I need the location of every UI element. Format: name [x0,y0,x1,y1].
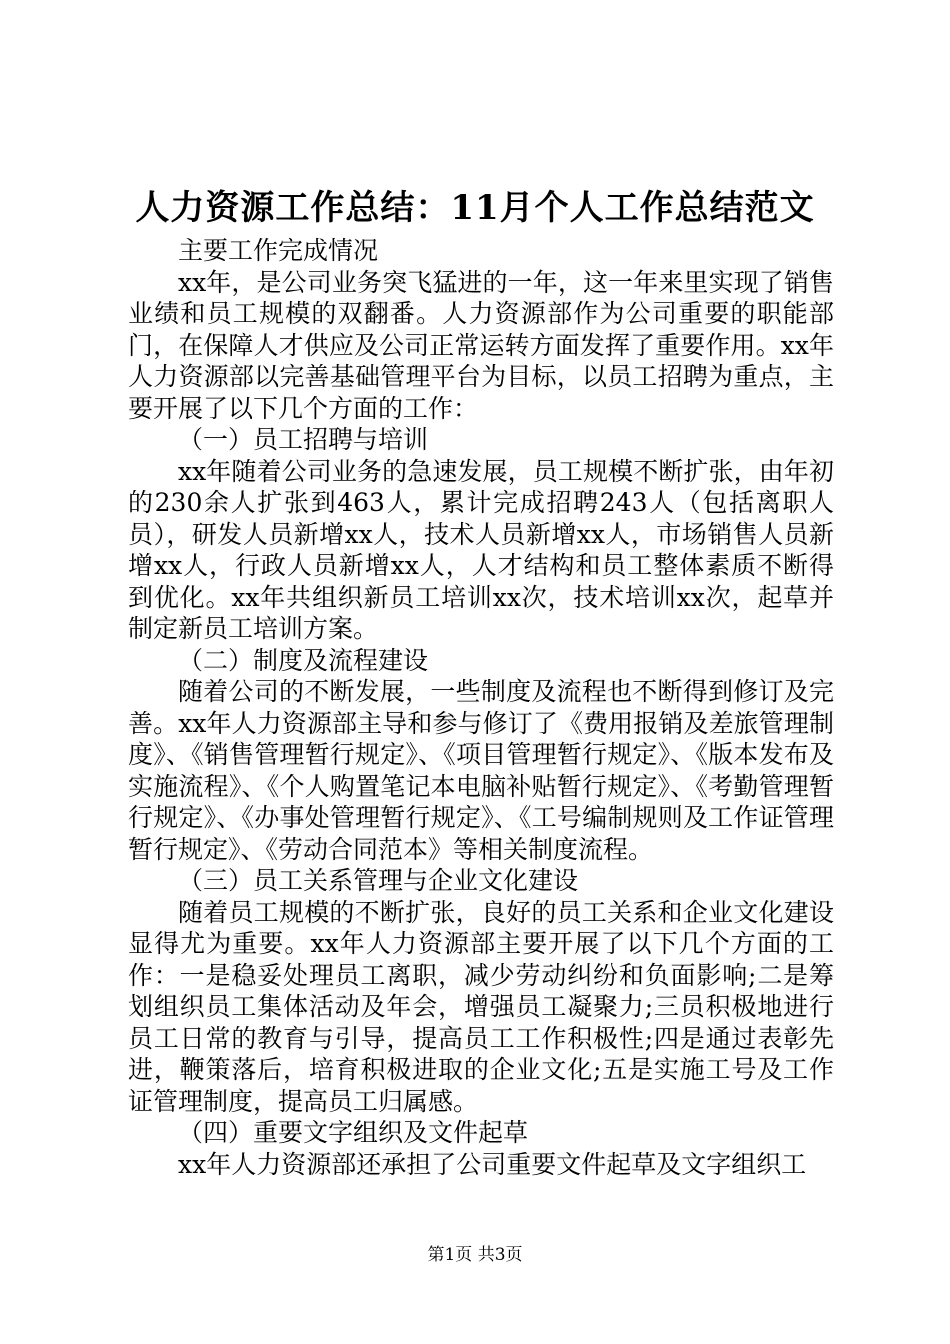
paragraph-recruitment: xx年随着公司业务的急速发展，员工规模不断扩张，由年初的230余人扩张到463人，累计完成招聘243人（包括离职人员），研发人员新增xx人，技术人员新增xx人，市场销售人员新增xx人，行政人员新增xx人，人才结构和员工整体素质不断得到优化。xx年共组织新员工培训xx次，技术培训xx次，起草并制定新员工培训方案。 [128,456,834,643]
document-title: 人力资源工作总结：11月个人工作总结范文 [135,188,815,228]
section-heading-systems: （二）制度及流程建设 [178,645,429,675]
paragraph-documents: xx年人力资源部还承担了公司重要文件起草及文字组织工 [178,1149,807,1179]
section-heading-employee-relations: （三）员工关系管理与企业文化建设 [178,866,579,895]
paragraph-intro: xx年，是公司业务突飞猛进的一年，这一年来里实现了销售业绩和员工规模的双翻番。人力资源部作为公司重要的职能部门，在保障人才供应及公司正常运转方面发挥了重要作用。xx年人力资源部以完善基础管理平台为目标，以员工招聘为重点，主要开展了以下几个方面的工作： [128,267,834,423]
section-heading-recruitment: （一）员工招聘与培训 [178,425,429,454]
section-heading-documents: （四）重要文字组织及文件起草 [178,1118,529,1147]
heading-main-work: 主要工作完成情况 [178,236,379,265]
page-footer: 第1页 共3页 [427,1245,523,1265]
paragraph-systems: 随着公司的不断发展，一些制度及流程也不断得到修订及完善。xx年人力资源部主导和参与修订了《费用报销及差旅管理制度》、《销售管理暂行规定》、《项目管理暂行规定》、《版本发布及实施流程》、《个人购置笔记本电脑补贴暂行规定》、《考勤管理暂行规定》、《办事处管理暂行规定》、《工号编制规则及工作证管理暂行规定》、《劳动合同范本》等相关制度流程。 [128,677,834,864]
document-body [128,235,834,1180]
paragraph-employee-relations: 随着员工规模的不断扩张，良好的员工关系和企业文化建设显得尤为重要。xx年人力资源部主要开展了以下几个方面的工作：一是稳妥处理员工离职，减少劳动纠纷和负面影响;二是筹划组织员工集体活动及年会，增强员工凝聚力;三员积极地进行员工日常的教育与引导，提高员工工作积极性;四是通过表彰先进，鞭策落后，培育积极进取的企业文化;五是实施工号及工作证管理制度，提高员工归属感。 [128,897,834,1116]
